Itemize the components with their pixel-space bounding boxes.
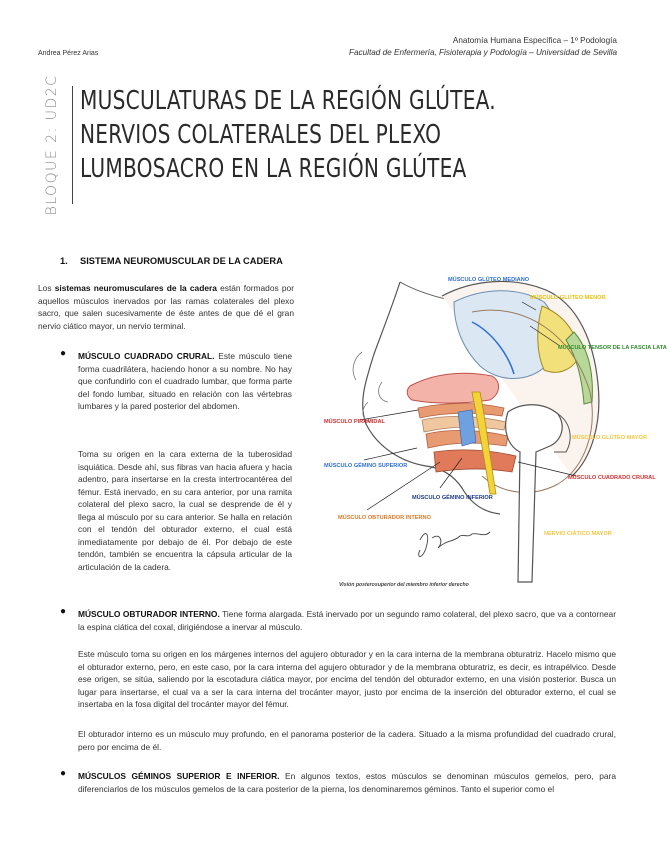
page-title-line-3: LUMBOSACRO EN LA REGIÓN GLÚTEA xyxy=(80,154,467,184)
obturador-paragraph-1: MÚSCULO OBTURADOR INTERNO. Tiene forma alargada. Está inervado por un segundo ramo colateral, del plexo sacro, que va a contornear la espina ciática del coxal, dirigiéndose a inervar al músculo. xyxy=(78,609,616,632)
femur-shape xyxy=(506,405,563,582)
label-tensor: MÚSCULO TENSOR DE LA FASCIA LATA xyxy=(558,345,667,351)
label-piramidal: MÚSCULO PIRAMIDAL xyxy=(324,419,385,425)
header-author: Andrea Pérez Arias xyxy=(38,50,99,57)
label-gluteo-mayor: MÚSCULO GLÚTEO MAYOR xyxy=(572,435,647,441)
bullet-dot: ● xyxy=(60,606,67,617)
geminos-paragraph-1: MÚSCULOS GÉMINOS SUPERIOR E INFERIOR. En algunos textos, estos músculos se denominan músculos gemelos, pero, para diferenciarlos de los músculos gemelos de la cara posterior de la pierna, los denominaremos géminos. Tanto el superior como el xyxy=(78,771,616,794)
header-course: Anatomía Humana Específica – 1º Podología xyxy=(452,36,617,45)
cuadrado-title: MÚSCULO CUADRADO CRURAL. xyxy=(78,351,215,361)
label-gemino-superior: MÚSCULO GÉMINO SUPERIOR xyxy=(324,463,408,469)
obturador-paragraph-2: Este músculo toma su origen en los márgenes internos del agujero obturador y en la cara interna de la membrana obturatriz. Hacelo mismo que el obturador externo, pero, en este caso, por la cara interna del agujero obturador y de la membrana obturatriz, es decir, es intrapélvico. Desde ese origen, se sitúa, saliendo por la escotadura ciática mayor, por encima del tendón del obturador externo, en una visión posterior. Busca un lugar para insertarse, el cual va a ser la cara interna del trocánter mayor, justo por encima de la inserción del obturador externo, el cual se insertaba en la fosa digital del trocánter mayor del fémur. xyxy=(78,649,616,709)
page-title-line-2: NERVIOS COLATERALES DEL PLEXO xyxy=(80,120,442,150)
section-number: 1. xyxy=(60,256,68,266)
bullet-dot: ● xyxy=(60,768,67,779)
bullet-dot: ● xyxy=(60,348,67,359)
label-cuadrado: MÚSCULO CUADRADO CRURAL xyxy=(568,475,656,481)
title-divider xyxy=(72,86,73,204)
geminos-title: MÚSCULOS GÉMINOS SUPERIOR E INFERIOR. xyxy=(78,771,280,781)
cuadrado-paragraph-2: Toma su origen en la cara externa de la tuberosidad isquiática. Desde ahí, sus fibras van hacia afuera y hacia adentro, para insertarse en la cresta intertrocantérea del fémur. Está inervado, en su cara anterior, por una ramita colateral del plexo sacro, la cual se desprende de él y llega al músculo por su cara anterior. Se halla en relación con el tendón del obturador externo, el cual está inmediatamente por debajo de él. Por debajo de este tendón, también se encuentra la cápsula articular de la articulación de la cadera. xyxy=(78,449,292,572)
header-faculty: Facultad de Enfermería, Fisioterapia y Podología – Universidad de Sevilla xyxy=(348,48,617,57)
figure-caption: Visión posterosuperior del miembro inferior derecho xyxy=(339,582,469,588)
section-heading xyxy=(60,256,283,266)
label-nervio-ciatico: NERVIO CIÁTICO MAYOR xyxy=(544,531,612,537)
piramidal-shape xyxy=(407,373,498,403)
obturador-title: MÚSCULO OBTURADOR INTERNO. xyxy=(78,609,220,619)
label-gluteo-mediano: MÚSCULO GLÚTEO MEDIANO xyxy=(448,277,530,283)
gluteal-anatomy-figure xyxy=(322,262,667,597)
artist-signature xyxy=(419,532,490,557)
cuadrado-paragraph-1: MÚSCULO CUADRADO CRURAL. Este músculo tiene forma cuadrilátera, haciendo honor a su nombre. No hay que confundirlo con el cuadrado lumbar, que forma parte del fondo lumbar, situado en relación con las vértebras lumbares y la pared posterior del abdomen. xyxy=(78,351,292,411)
label-gluteo-menor: MÚSCULO GLÚTEO MENOR xyxy=(530,295,606,301)
block-label: BLOQUE 2: UD2C xyxy=(44,74,60,216)
intro-paragraph: Los sistemas neuromusculares de la cadera están formados por aquellos músculos inervados por las ramas colaterales del plexo sacro, que salen sucesivamente de éste antes de que dé el gran nervio ciático mayor, un nervio terminal. xyxy=(38,283,294,331)
cuadrado-shape xyxy=(434,450,516,472)
label-gemino-inferior: MÚSCULO GÉMINO INFERIOR xyxy=(412,495,493,501)
page-title-line-1: MUSCULATURAS DE LA REGIÓN GLÚTEA. xyxy=(80,86,496,116)
sacrum-foramina xyxy=(353,352,388,422)
pointer-gemino-sup xyxy=(364,448,417,460)
obturador-paragraph-3: El obturador interno es un músculo muy profundo, en el panorama posterior de la cadera. Situado a la misma profundidad del cuadrado crural, pero por encima de él. xyxy=(78,729,616,752)
label-obturador: MÚSCULO OBTURADOR INTERNO xyxy=(338,515,431,521)
anatomy-illustration xyxy=(322,262,627,597)
section-title: SISTEMA NEUROMUSCULAR DE LA CADERA xyxy=(80,256,283,266)
